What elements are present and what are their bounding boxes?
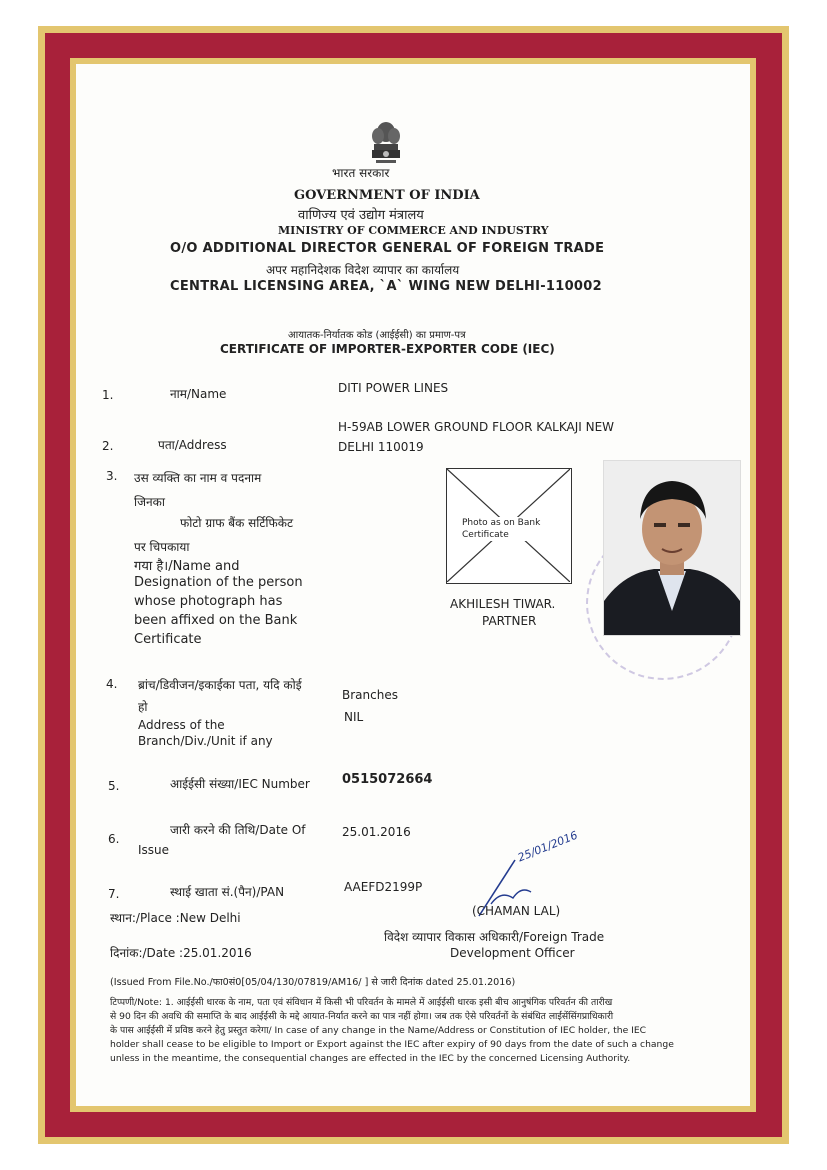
issued-from-file: (Issued From File.No./फा0सं0[05/04/130/07819/AM16/ ] से जारी दिनांक dated 25.01.2016) <box>110 977 516 988</box>
field-1-value: DITI POWER LINES <box>338 381 449 395</box>
note-line-3: के पास आईईसी में प्रविष्ठ करने हेतु प्रस्तुत करेगा/ In case of any change in the Name/Address or Constitution of IEC holder, the IEC <box>110 1025 647 1036</box>
certificate-paper <box>76 64 750 1106</box>
field-1-label: नाम/Name <box>170 387 227 401</box>
field-3-label-line-8: been affixed on the Bank <box>134 613 298 628</box>
field-3-label-line-7: whose photograph has <box>134 594 283 609</box>
field-3-label-line-3: फोटो ग्राफ बैंक सर्टिफिकेट <box>180 516 294 530</box>
field-3-label-line-1: उस व्यक्ति का नाम व पदनाम <box>134 471 262 485</box>
header-ministry: MINISTRY OF COMMERCE AND INDUSTRY <box>278 224 549 237</box>
field-4-label-line-2: हो <box>138 700 148 714</box>
field-6-label-line-2: Issue <box>138 843 170 857</box>
certificate-hindi-title: आयातक-निर्यातक कोड (आईईसी) का प्रमाण-पत्र <box>288 330 466 341</box>
iec-number: 0515072664 <box>342 772 433 787</box>
signatory-name: (CHAMAN LAL) <box>472 904 561 918</box>
field-3-label-line-6: Designation of the person <box>134 575 303 590</box>
field-7-number: 7. <box>108 887 120 901</box>
date: दिनांक:/Date :25.01.2016 <box>110 946 252 960</box>
header-government: GOVERNMENT OF INDIA <box>294 188 480 203</box>
signatory-designation-line-1: विदेश व्यापार विकास अधिकारी/Foreign Trade <box>384 930 605 944</box>
field-2-label: पता/Address <box>158 438 227 452</box>
header-hindi-office: अपर महानिदेशक विदेश व्यापार का कार्यालय <box>266 263 460 277</box>
pan-number: AAEFD2199P <box>344 880 423 894</box>
partner-photograph <box>603 460 741 636</box>
signature-date: 25/01/2016 <box>515 828 580 865</box>
note-line-2: से 90 दिन की अवधि की समाप्ति के बाद आईईसी के मद्दे आयात-निर्यात करने का पात्र नहीं होगा। जब तक ऐसे परिवर्तनों के संबंधित लाईसेंसिंगप्राधिकारी <box>110 1011 614 1022</box>
signatory-designation-line-2: Development Officer <box>450 946 575 960</box>
person-name: AKHILESH TIWAR. <box>450 597 556 611</box>
field-1-number: 1. <box>102 388 114 402</box>
field-4-value-line-1: Branches <box>342 688 398 702</box>
field-5-number: 5. <box>108 779 120 793</box>
field-7-label: स्थाई खाता सं.(पैन)/PAN <box>170 885 285 899</box>
field-4-value-line-2: NIL <box>344 710 364 724</box>
person-role: PARTNER <box>482 614 537 628</box>
field-3-label-line-9: Certificate <box>134 632 202 647</box>
field-2-number: 2. <box>102 439 114 453</box>
header-hindi-government: भारत सरकार <box>332 166 390 180</box>
field-3-number: 3. <box>106 469 118 483</box>
national-emblem-icon <box>366 118 406 170</box>
field-3-label-line-4: पर चिपकाया <box>134 540 190 554</box>
field-4-number: 4. <box>106 677 118 691</box>
field-3-label-line-2: जिनका <box>134 495 165 509</box>
field-4-label-line-4: Branch/Div./Unit if any <box>138 734 273 748</box>
field-2-value-line-1: H-59AB LOWER GROUND FLOOR KALKAJI NEW <box>338 420 615 434</box>
field-2-value-line-2: DELHI 110019 <box>338 440 424 454</box>
field-4-label-line-3: Address of the <box>138 718 225 732</box>
issue-date: 25.01.2016 <box>342 825 411 839</box>
field-6-number: 6. <box>108 832 120 846</box>
field-6-label-line-1: जारी करने की तिथि/Date Of <box>170 823 306 837</box>
note-line-4: holder shall cease to be eligible to Import or Export against the IEC after expiry of 90 days from the date of such a change <box>110 1039 674 1050</box>
note-line-1: टिप्पणी/Note: 1. आईईसी धारक के नाम, पता एवं संविधान में किसी भी परिवर्तन के मामले में आईईसी धारक इसी बीच आनुषंगिक परिवर्तन की तारीख <box>110 997 613 1008</box>
header-office: O/O ADDITIONAL DIRECTOR GENERAL OF FOREIGN TRADE <box>170 241 605 256</box>
field-4-label-line-1: ब्रांच/डिवीजन/इकाईका पता, यदि कोई <box>138 678 302 692</box>
certificate-title: CERTIFICATE OF IMPORTER-EXPORTER CODE (IEC) <box>220 342 555 356</box>
note-line-5: unless in the meantime, the consequential changes are effected in the IEC by the concerned Licensing Authority. <box>110 1053 631 1064</box>
header-hindi-ministry: वाणिज्य एवं उद्योग मंत्रालय <box>298 208 424 223</box>
place: स्थान:/Place :New Delhi <box>110 911 241 925</box>
photo-placeholder-box <box>446 468 572 584</box>
field-3-label-line-5: गया है।/Name and <box>134 559 240 574</box>
photo-placeholder-label: Photo as on Bank Certificate <box>461 517 553 541</box>
field-5-label: आईईसी संख्या/IEC Number <box>170 777 310 791</box>
header-area: CENTRAL LICENSING AREA, `A` WING NEW DELHI-110002 <box>170 279 602 294</box>
